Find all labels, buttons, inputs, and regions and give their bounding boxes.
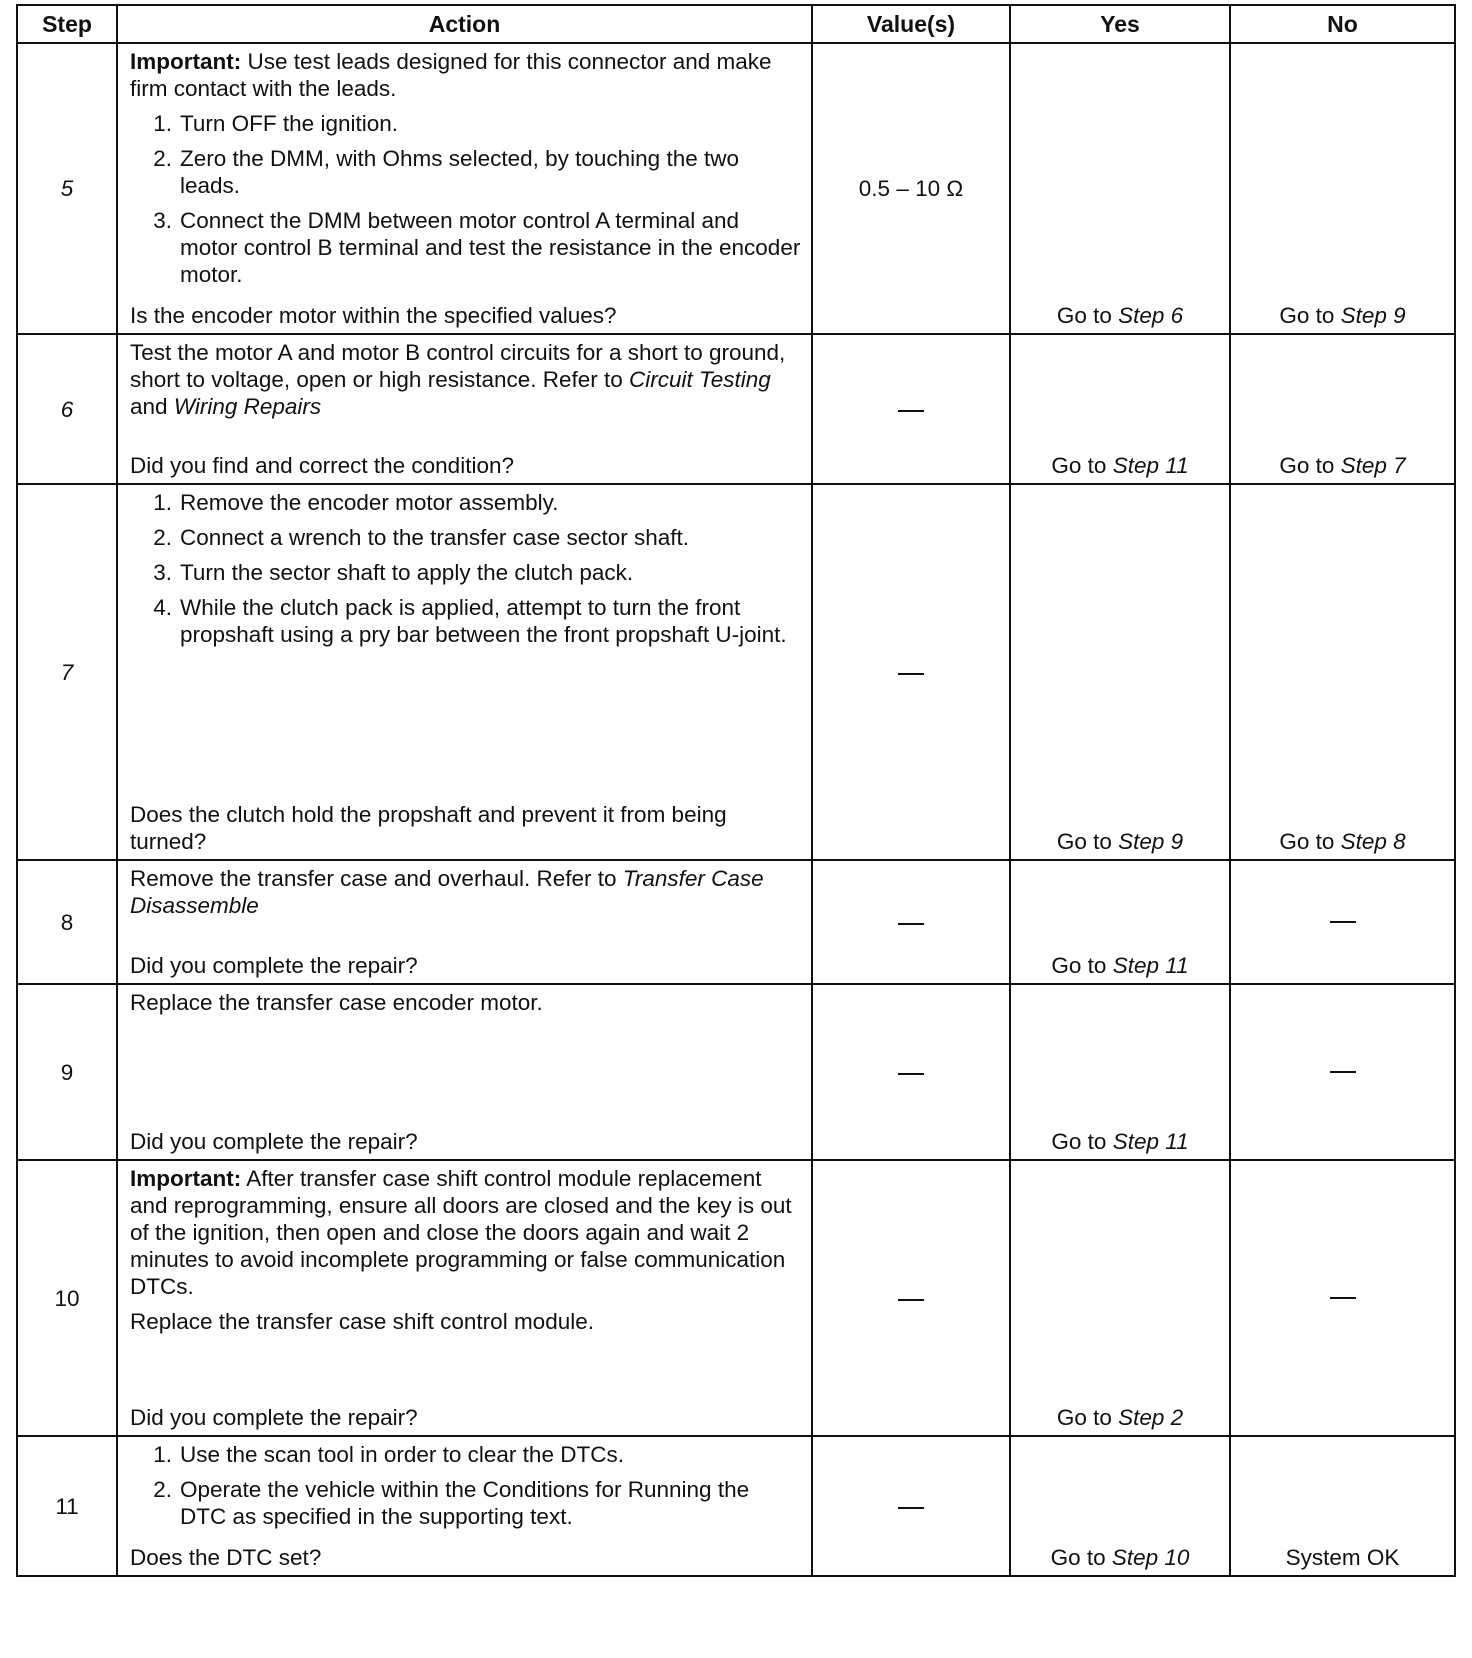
reference-link[interactable]: Wiring Repairs [173,394,322,419]
dash-icon [898,1073,924,1075]
dash-icon [1330,1297,1356,1299]
value-cell [812,484,1010,860]
list-item: 2. Operate the vehicle within the Conditions for Running the DTC as specified in the supporting text. [153,1477,750,1529]
action-cell: Test the motor A and motor B control circuits for a short to ground, short to voltage, open or high resistance. Refer to Circuit Testing and Wiring Repairs Did you find and correct the condition? [117,334,812,484]
action-cell: Remove the transfer case and overhaul. Refer to Transfer Case Disassemble Did you complete the repair? [117,860,812,984]
dash-icon [1330,921,1356,923]
step-link[interactable]: Step 8 [1340,829,1406,854]
yes-cell: Go to Step 10 [1010,1436,1230,1576]
yes-cell: Go to Step 11 [1010,334,1230,484]
header-step: Step [17,5,117,43]
yes-cell: Go to Step 2 [1010,1160,1230,1436]
procedure-list [130,110,801,288]
dash-icon [898,673,924,675]
yes-cell: Go to Step 11 [1010,860,1230,984]
table-row-step-8 [17,860,1455,984]
no-cell [1230,860,1455,984]
reference-link[interactable]: Circuit Testing [629,367,771,392]
action-question: Did you find and correct the condition? [130,453,514,478]
procedure-list [130,489,801,648]
header-value: Value(s) [812,5,1010,43]
diagnostic-table [16,4,1456,1577]
no-cell [1230,984,1455,1160]
no-cell: Go to Step 8 [1230,484,1455,860]
step-number: 10 [17,1160,117,1436]
action-cell: Replace the transfer case encoder motor. Did you complete the repair? [117,984,812,1160]
table-row-step-5 [17,43,1455,334]
step-link[interactable]: Step 6 [1118,303,1184,328]
dash-icon [898,410,924,412]
action-question: Is the encoder motor within the specified values? [130,303,617,328]
header-yes: Yes [1010,5,1230,43]
list-item: 3. Turn the sector shaft to apply the clutch pack. [153,560,634,585]
list-item: 2. Connect a wrench to the transfer case sector shaft. [153,525,690,550]
procedure-list [130,1441,801,1530]
table-row-step-7 [17,484,1455,860]
list-item: 2. Zero the DMM, with Ohms selected, by touching the two leads. [153,146,739,198]
step-number: 9 [17,984,117,1160]
step-link[interactable]: Step 11 [1112,1129,1189,1154]
action-question: Does the clutch hold the propshaft and prevent it from being turned? [130,802,727,854]
list-item: 3. Connect the DMM between motor control A terminal and motor control B terminal and test the resistance in the encoder motor. [153,208,801,287]
list-item: 1. Use the scan tool in order to clear the DTCs. [153,1442,624,1467]
action-cell: Important: After transfer case shift control module replacement and reprogramming, ensure all doors are closed and the key is out of the ignition, then open and close the doors again and wait 2 minutes to avoid incomplete programming or false communication DTCs. Replace the transfer case shift control module. Did you complete the repair? [117,1160,812,1436]
header-row [17,5,1455,43]
list-item: 1. Turn OFF the ignition. [153,111,399,136]
value-cell [812,860,1010,984]
important-note: Important: After transfer case shift control module replacement and reprogramming, ensure all doors are closed and the key is out of the ignition, then open and close the doors again and wait 2 minutes to avoid incomplete programming or false communication DTCs. [130,1166,792,1299]
step-number: 5 [17,43,117,334]
value-cell [812,984,1010,1160]
action-cell [117,484,812,860]
step-link[interactable]: Step 10 [1111,1545,1190,1570]
value-cell [812,1436,1010,1576]
step-link[interactable]: Step 9 [1118,829,1184,854]
action-question: Does the DTC set? [130,1545,322,1570]
value-cell: 0.5 – 10 Ω [812,43,1010,334]
step-number: 11 [17,1436,117,1576]
dash-icon [898,923,924,925]
table-row-step-9 [17,984,1455,1160]
dash-icon [1330,1071,1356,1073]
list-item: 1. Remove the encoder motor assembly. [153,490,559,515]
table-row-step-11 [17,1436,1455,1576]
value-cell [812,1160,1010,1436]
important-note: Important: Use test leads designed for this connector and make firm contact with the leads. [130,49,772,101]
step-link[interactable]: Step 2 [1118,1405,1184,1430]
no-cell [1230,1160,1455,1436]
step-number: 6 [17,334,117,484]
step-link[interactable]: Step 11 [1112,453,1189,478]
no-cell: System OK [1230,1436,1455,1576]
dash-icon [898,1507,924,1509]
dash-icon [898,1299,924,1301]
action-cell [117,1436,812,1576]
table-row-step-6 [17,334,1455,484]
action-question: Did you complete the repair? [130,953,418,978]
reference-link[interactable]: Transfer Case Disassemble [130,866,764,918]
action-question: Did you complete the repair? [130,1405,418,1430]
yes-cell: Go to Step 9 [1010,484,1230,860]
step-link[interactable]: Step 9 [1340,303,1406,328]
no-cell: Go to Step 9 [1230,43,1455,334]
important-label: Important: [130,49,242,74]
value-cell [812,334,1010,484]
action-question: Did you complete the repair? [130,1129,418,1154]
step-number: 7 [17,484,117,860]
important-label: Important: [130,1166,242,1191]
yes-cell: Go to Step 11 [1010,984,1230,1160]
step-link[interactable]: Step 7 [1340,453,1406,478]
yes-cell: Go to Step 6 [1010,43,1230,334]
table-row-step-10 [17,1160,1455,1436]
no-cell: Go to Step 7 [1230,334,1455,484]
list-item: 4. While the clutch pack is applied, attempt to turn the front propshaft using a pry bar between the front propshaft U-joint. [153,595,787,647]
header-action: Action [117,5,812,43]
step-link[interactable]: Step 11 [1112,953,1189,978]
action-cell [117,43,812,334]
step-number: 8 [17,860,117,984]
header-no: No [1230,5,1455,43]
